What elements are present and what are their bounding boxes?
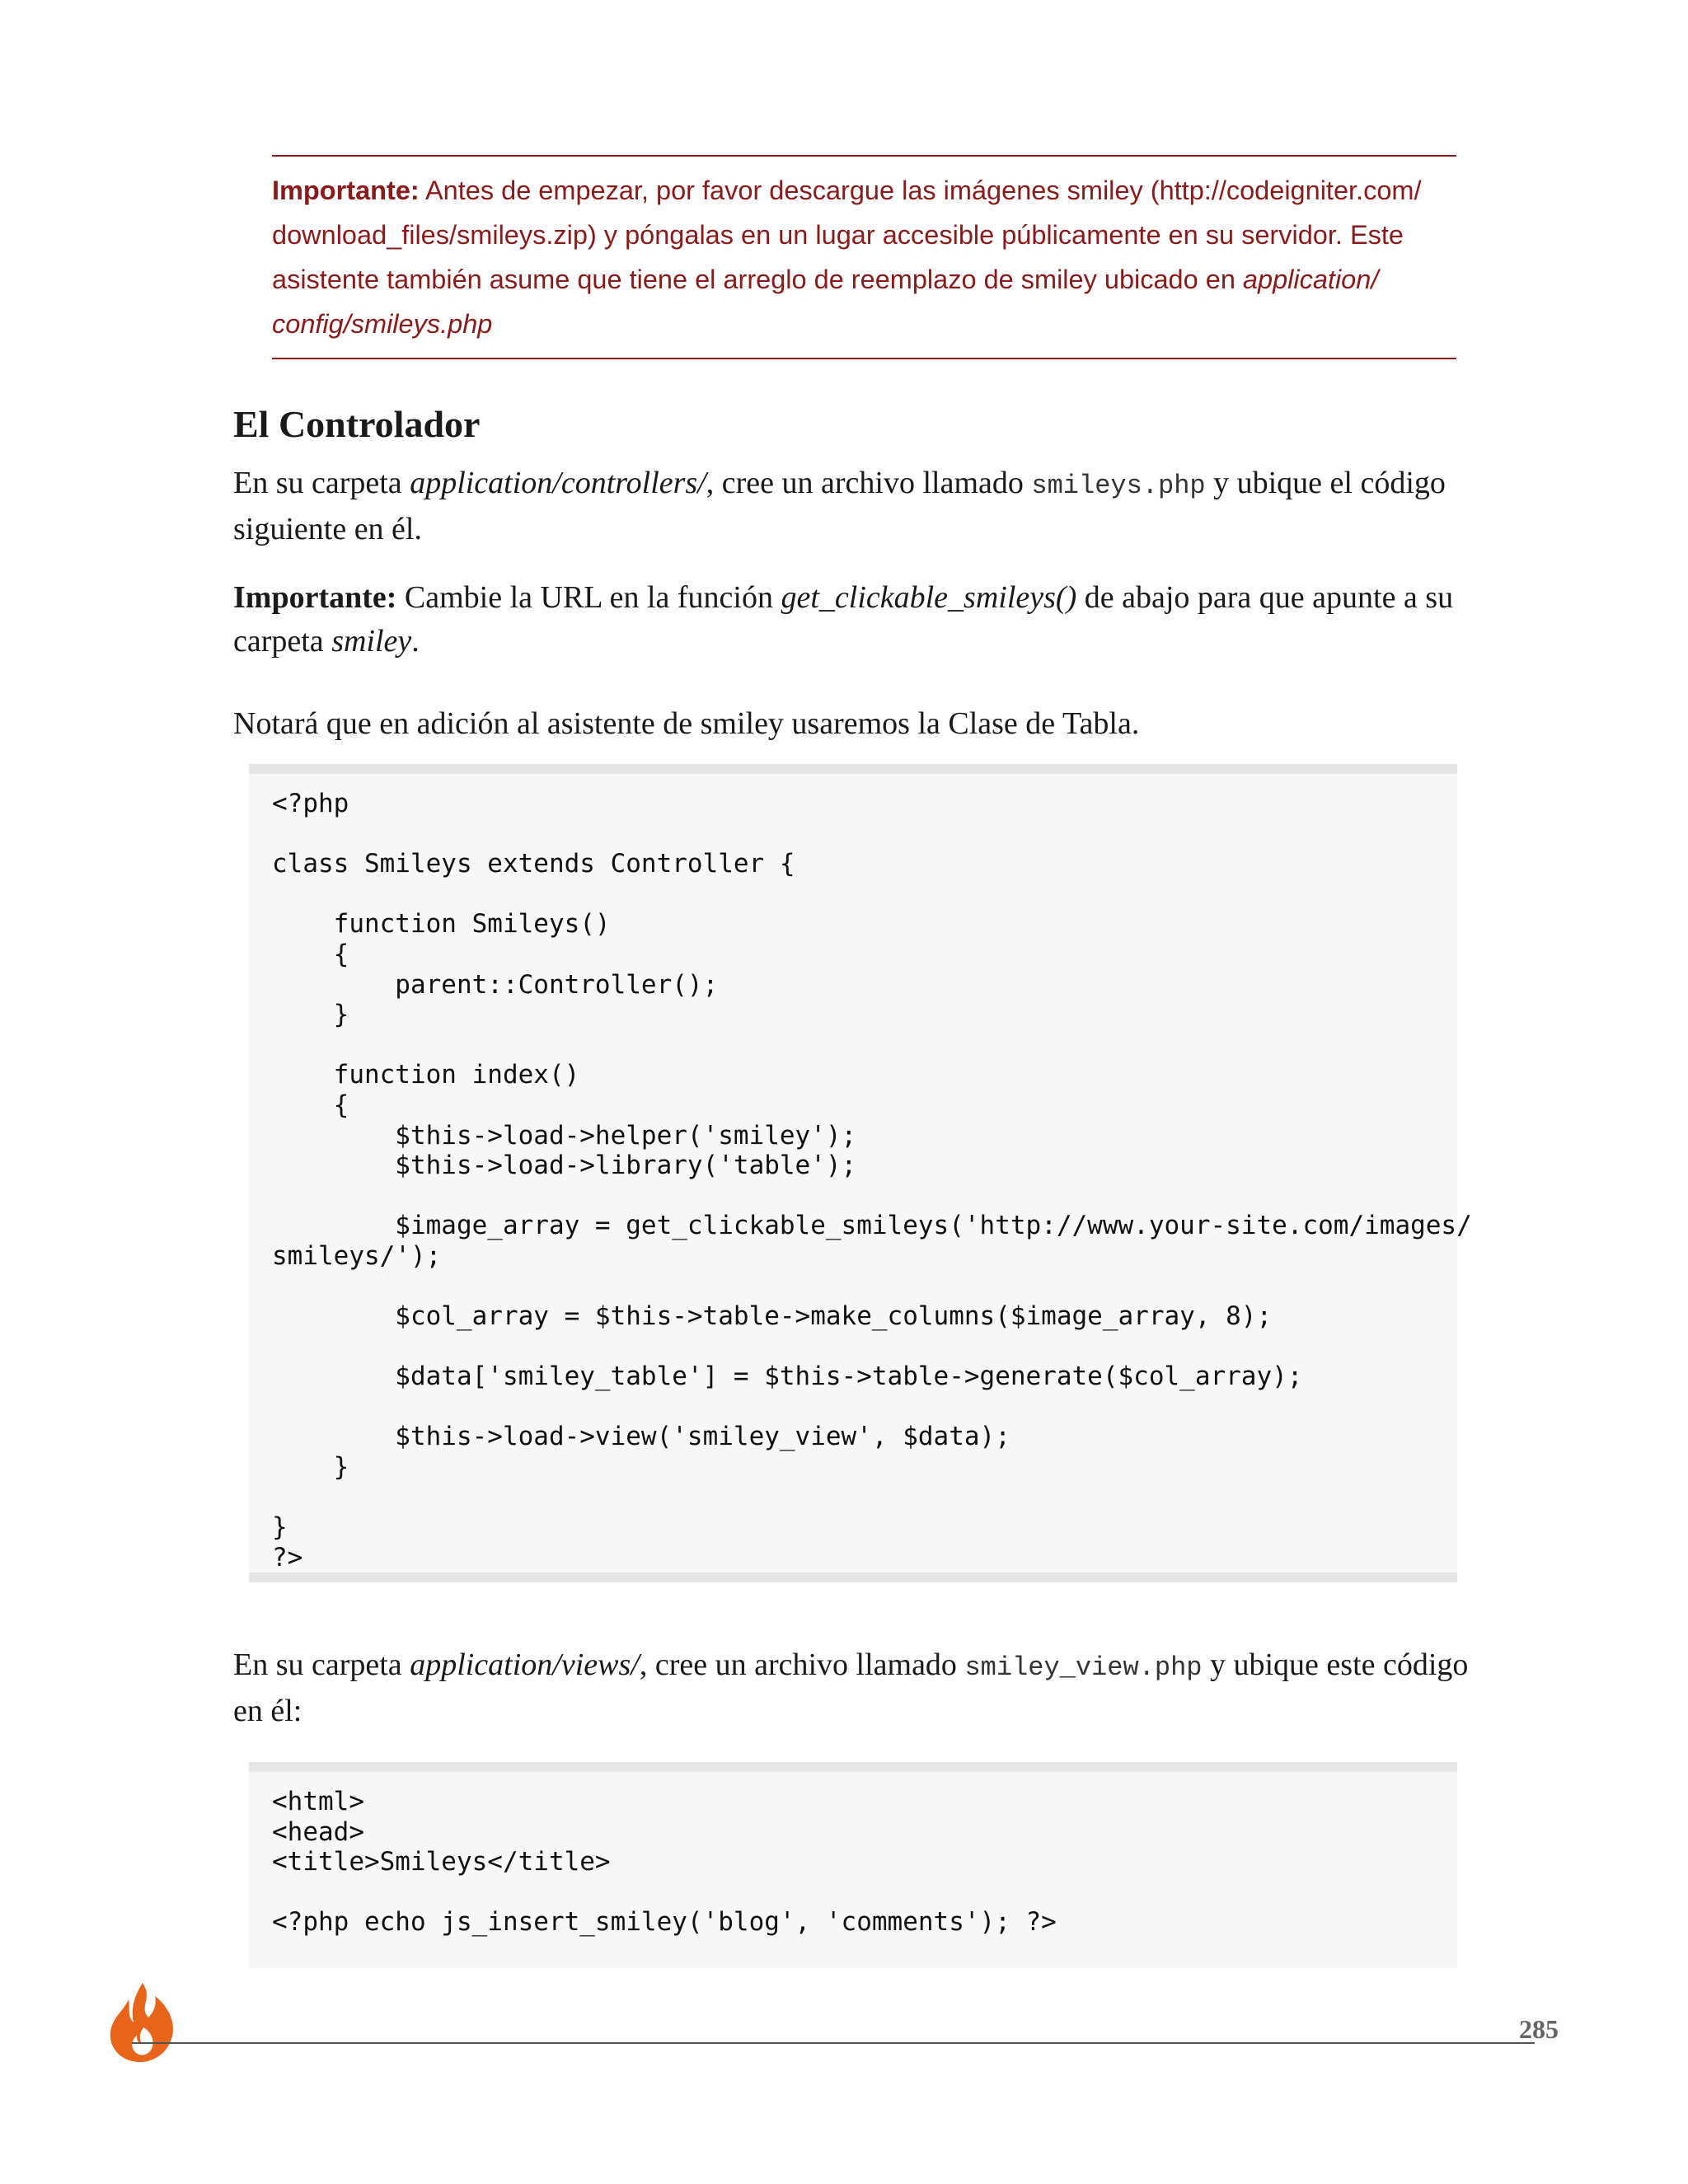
page-number: 285 bbox=[1519, 2014, 1559, 2044]
footer-rule bbox=[132, 2042, 1535, 2044]
note-path-a: application/ bbox=[1242, 265, 1379, 294]
note-line-3: asistente también asume que tiene el arreglo de reemplazo de smiley ubicado en application/ bbox=[272, 265, 1379, 294]
code-block-controller bbox=[249, 764, 1472, 1582]
paragraph-view-intro: En su carpeta application/views/, cree un archivo llamado smiley_view.php y ubique este código en él: bbox=[233, 1647, 1469, 1728]
important-note-box bbox=[272, 155, 1456, 359]
note-line-2: download_files/smileys.zip) y póngalas en un lugar accesible públicamente en su servidor. Este bbox=[272, 220, 1404, 250]
controllers-folder: application/controllers/ bbox=[410, 466, 706, 500]
code-controller-text: <?php class Smileys extends Controller { function Smileys() { parent::Controller(); } function index() { $this->load->helper('smiley'); $this->load->library('table'); $image_array = get_clickable_smileys('http://www.your-site.com/images/ smileys/'); $col_array = $this->table->make_columns($image_array, 8); $data['smiley_table'] = $this->table->generate($col_array); $this->load->view('smiley_view', $data); } } ?> bbox=[272, 789, 1472, 1572]
paragraph-important-url: Importante: Cambie la URL en la función get_clickable_smileys() de abajo para que apunte a su carpeta smiley. bbox=[233, 580, 1454, 658]
codeigniter-flame-icon bbox=[106, 1981, 180, 2064]
note-line-4 bbox=[272, 302, 1456, 346]
code-view-text: <html> <head> <title>Smileys</title> <?php echo js_insert_smiley('blog', 'comments'); ?> bbox=[272, 1787, 1057, 1938]
file-name-smileys: smileys.php bbox=[1031, 471, 1206, 501]
note-path-b: config/smileys.php bbox=[272, 309, 493, 339]
section-heading: El Controlador bbox=[233, 403, 481, 445]
paragraph-controller-intro: En su carpeta application/controllers/, cree un archivo llamado smileys.php y ubique el código siguiente en él. bbox=[233, 466, 1446, 546]
function-name: get_clickable_smileys() bbox=[781, 580, 1077, 615]
smiley-folder: smiley bbox=[331, 624, 412, 658]
note-label: Importante: bbox=[272, 176, 420, 205]
note-line-1: Importante: Antes de empezar, por favor descargue las imágenes smiley (http://codeigniter.com/ bbox=[272, 176, 1422, 205]
file-name-smiley-view: smiley_view.php bbox=[964, 1652, 1203, 1683]
paragraph-table-class: Notará que en adición al asistente de smiley usaremos la Clase de Tabla. bbox=[233, 706, 1140, 741]
important-label: Importante: bbox=[233, 580, 397, 615]
code-block-view bbox=[249, 1762, 1457, 1968]
views-folder: application/views/ bbox=[410, 1647, 640, 1682]
